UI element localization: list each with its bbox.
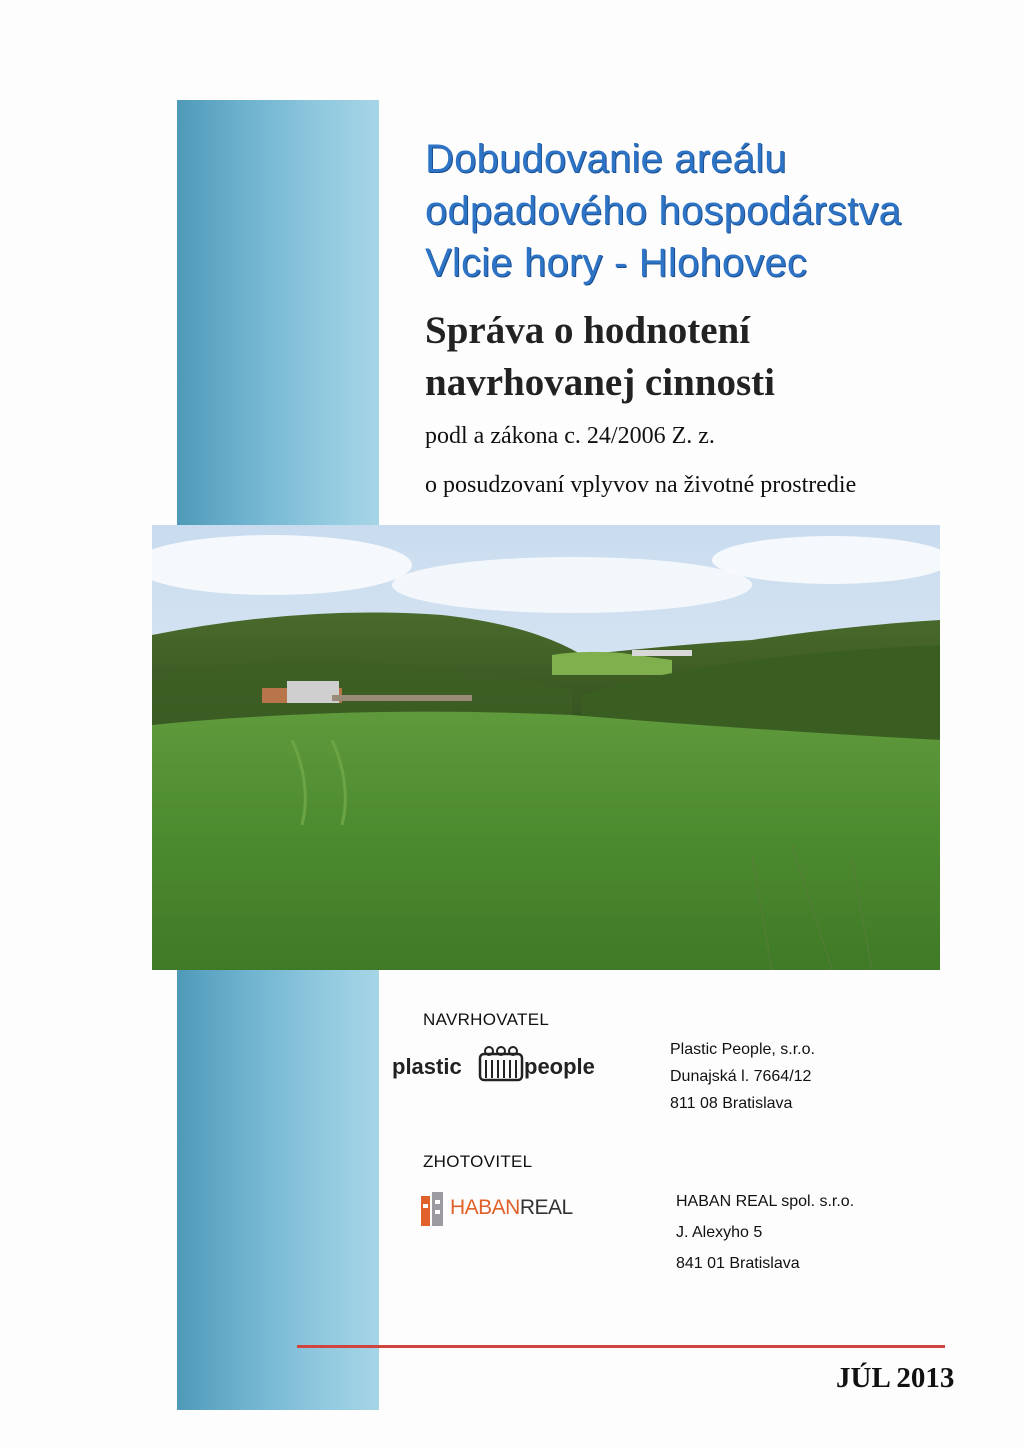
logo-text-plastic: plastic bbox=[392, 1054, 462, 1079]
address-line: J. Alexyho 5 bbox=[676, 1224, 763, 1241]
logo-text-real: REAL bbox=[519, 1196, 573, 1219]
document-subtitle bbox=[425, 305, 775, 409]
decorative-bar-top bbox=[177, 100, 379, 525]
title-line: Dobudovanie areálu bbox=[425, 137, 787, 181]
contractor-label: ZHOTOVITEL bbox=[423, 1152, 533, 1171]
address-line: Dunajská l. 7664/12 bbox=[670, 1068, 812, 1085]
title-line: odpadového hospodárstva bbox=[425, 189, 902, 233]
document-date: JÚL 2013 bbox=[836, 1362, 955, 1394]
law-description: o posudzovaní vplyvov na životné prostredie bbox=[425, 472, 857, 498]
address-line: Plastic People, s.r.o. bbox=[670, 1041, 815, 1058]
subtitle-line: Správa o hodnotení bbox=[425, 309, 751, 352]
proposer-label: NAVRHOVATEL bbox=[423, 1010, 550, 1029]
haban-real-logo-text bbox=[450, 1196, 573, 1220]
landscape-photo bbox=[152, 525, 940, 970]
address-line: 811 08 Bratislava bbox=[670, 1095, 793, 1112]
proposer-address bbox=[670, 1036, 815, 1117]
address-line: 841 01 Bratislava bbox=[676, 1255, 800, 1272]
subtitle-line: navrhovanej cinnosti bbox=[425, 361, 775, 404]
document-title bbox=[425, 133, 901, 289]
title-line: Vlcie hory - Hlohovec bbox=[425, 241, 808, 285]
address-line: HABAN REAL spol. s.r.o. bbox=[676, 1193, 855, 1210]
contractor-address bbox=[676, 1186, 854, 1279]
people-icon bbox=[480, 1047, 522, 1080]
logo-text-haban: HABAN bbox=[450, 1196, 520, 1219]
plastic-people-logo bbox=[392, 1038, 612, 1088]
red-divider bbox=[297, 1345, 945, 1348]
law-reference: podl a zákona c. 24/2006 Z. z. bbox=[425, 423, 715, 449]
logo-text-people: people bbox=[524, 1054, 595, 1079]
decorative-bar-bottom bbox=[177, 970, 379, 1410]
